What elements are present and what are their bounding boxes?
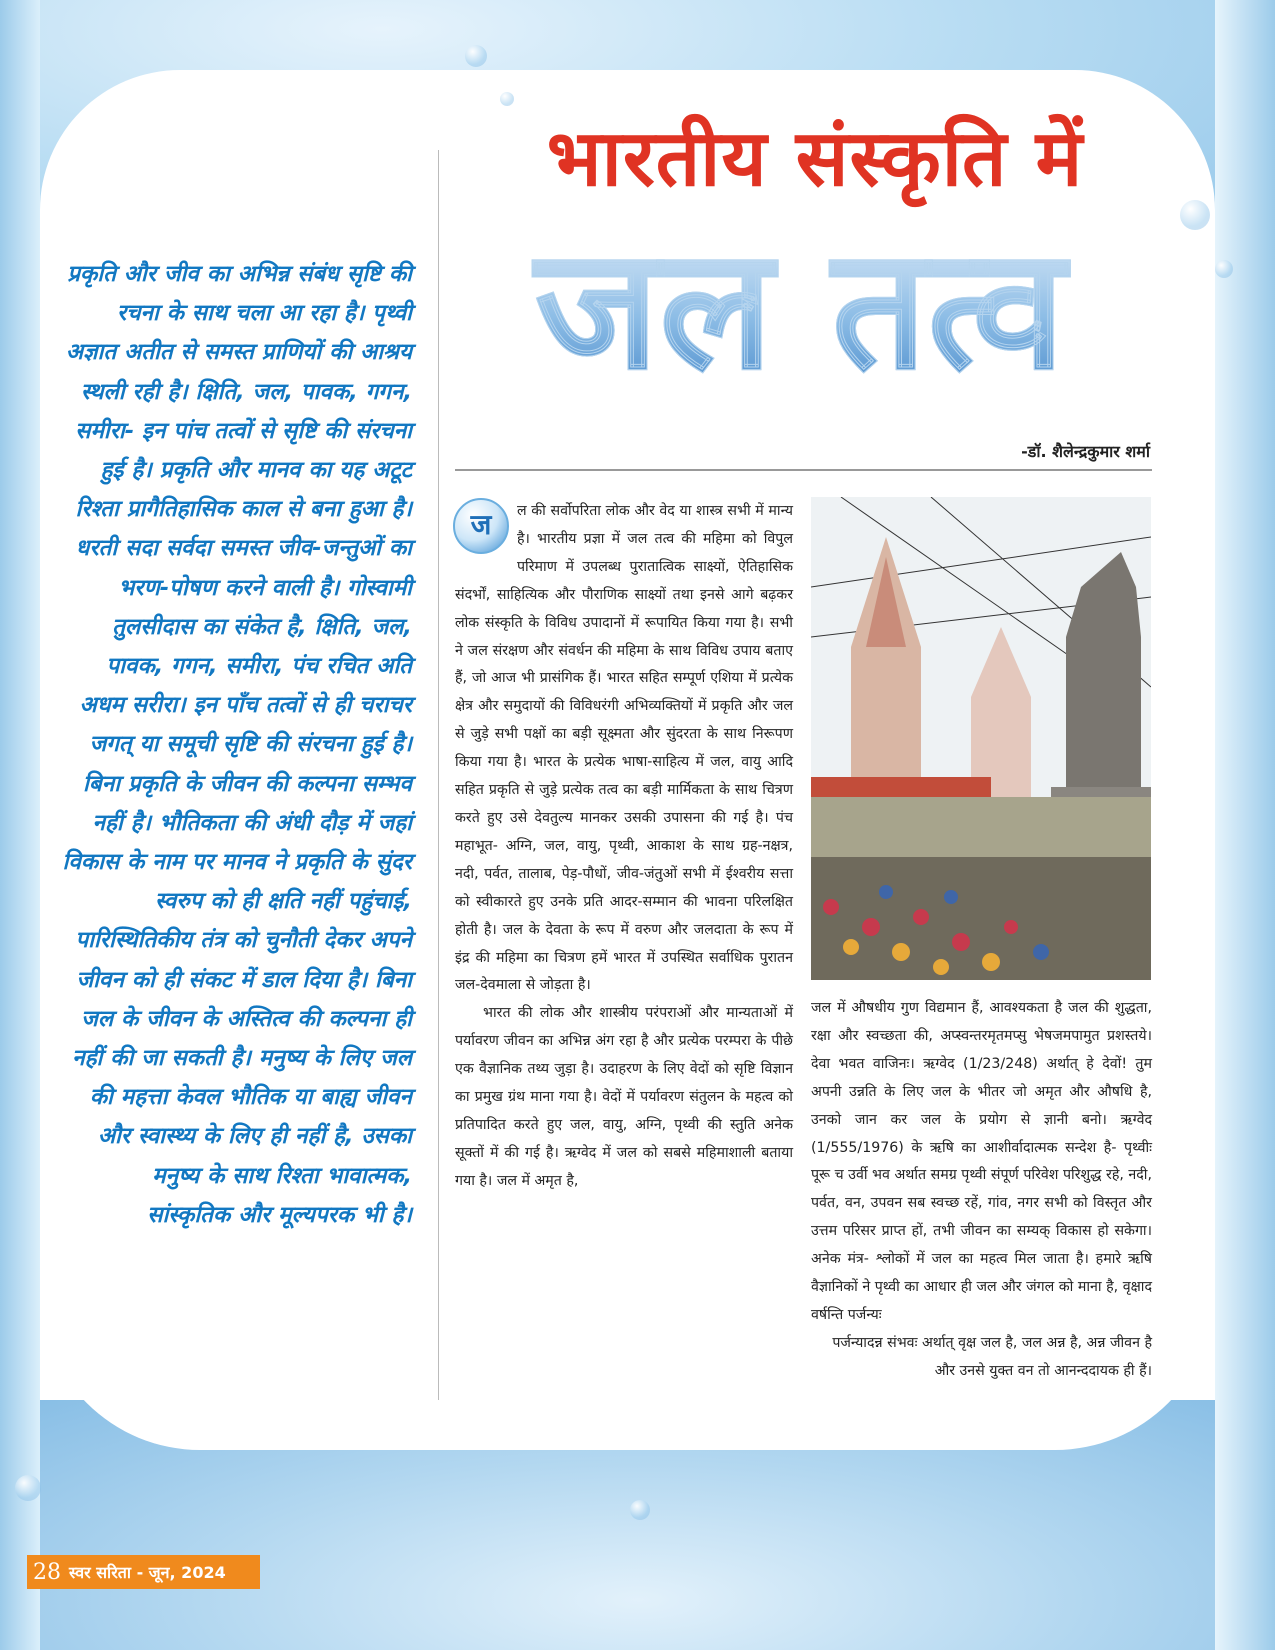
paragraph-text: ल की सर्वोपरिता लोक और वेद या शास्त्र सभी में मान्य है। भारतीय प्रज्ञा में जल तत्व की महिमा को विपुल परिमाण में उपलब्ध पुरातात्विक साक्ष्यों, ऐतिहासिक संदर्भों, साहित्यिक और पौराणिक साक्ष्यों तथा इनसे आगे बढ़कर लोक संस्कृति के विविध उपादानों में रूपायित किया गया है। सभी ने जल संरक्षण और संवर्धन की महिमा के साथ विविध उपाय बताए हैं, जो आज भी प्रासंगिक हैं। भारत सहित सम्पूर्ण एशिया में प्रत्येक क्षेत्र और समुदायों की विविधरंगी अभिव्यक्तियों में प्रकृति और जल से जुड़े सभी पक्षों का बड़ी सूक्ष्मता और सुंदरता के साथ निरूपण किया गया है। भारत के प्रत्येक भाषा-साहित्य में जल, वायु आदि सहित प्रकृति से जुड़े प्रत्येक तत्व का बड़ी मार्मिकता के साथ चित्रण करते हुए उसे देवतुल्य मानकर उसकी उपासना की गई है। पंच महाभूत- अग्नि, जल, वायु, पृथ्वी, आकाश के साथ ग्रह-नक्षत्र, नदी, पर्वत, तालाब, पेड़-पौधों, जीव-जंतुओं सभी में ईश्वरीय सत्ता को स्वीकारते हुए उनके प्रति आदर-सम्मान की भावना परिलक्षित होती है। जल के देवता के रूप में वरुण और जलदाता के रूप में इंद्र की महिमा का चित्रण हमें भारत में उपस्थित सर्वाधिक पुरातन जल-देवमाला से जोड़ता है। — [455, 503, 793, 994]
ghat-temple-photo — [811, 497, 1151, 980]
water-drop-icon — [15, 1475, 41, 1501]
drop-cap: ज — [453, 498, 509, 554]
water-drop-icon — [1180, 200, 1210, 230]
water-edge-left — [0, 0, 40, 1650]
column-divider — [438, 150, 439, 1400]
author-byline: -डॉ. शैलेन्द्रकुमार शर्मा — [1021, 442, 1150, 461]
article-column-1 — [455, 498, 793, 1196]
water-edge-right — [1215, 0, 1275, 1650]
article-paragraph: भारत की लोक और शास्त्रीय परंपराओं और मान्यताओं में पर्यावरण जीवन का अभिन्न अंग रहा है और प्रत्येक परम्परा के पीछे एक वैज्ञानिक तथ्य जुड़ा है। उदाहरण के लिए वेदों को सृष्टि विज्ञान का प्रमुख ग्रंथ माना गया है। वेदों में पर्यावरण संतुलन के महत्व को प्रतिपादित करते हुए जल, वायु, अग्नि, पृथ्वी की स्तुति अनेक सूक्तों में की गई है। ऋग्वेद में जल को सबसे महिमाशाली बताया गया है। जल में अमृत है, — [455, 1005, 793, 1189]
title-line-top: भारतीय संस्कृति में — [546, 114, 1084, 204]
article-paragraph-end: पर्जन्यादन्न संभवः अर्थात् वृक्ष जल है, जल अन्न है, अन्न जीवन है और उनसे युक्त वन तो आनन्ददायक ही हैं। — [832, 1334, 1152, 1379]
water-drop-icon — [465, 45, 487, 67]
title-main: जल तत्व — [440, 225, 1160, 393]
article-paragraph — [455, 498, 793, 1000]
water-drop-icon — [630, 1500, 650, 1520]
water-drop-icon — [1215, 260, 1233, 278]
pull-quote: प्रकृति और जीव का अभिन्न संबंध सृष्टि की रचना के साथ चला आ रहा है। पृथ्वी अज्ञात अतीत से समस्त प्राणियों की आश्रय स्थली रही है। क्षिति, जल, पावक, गगन, समीरा- इन पांच तत्वों से सृष्टि की संरचना हुई है। प्रकृति और मानव का यह अटूट रिश्ता प्रागैतिहासिक काल से बना हुआ है। धरती सदा सर्वदा समस्त जीव-जन्तुओं का भरण-पोषण करने वाली है। गोस्वामी तुलसीदास का संकेत है, क्षिति, जल, पावक, गगन, समीरा, पंच रचित अति अधम सरीरा। इन पाँच तत्वों से ही चराचर जगत् या समूची सृष्टि की संरचना हुई है। बिना प्रकृति के जीवन की कल्पना सम्भव नहीं है। भौतिकता की अंधी दौड़ में जहां विकास के नाम पर मानव ने प्रकृति के सुंदर स्वरुप को ही क्षति नहीं पहुंचाई, पारिस्थितिकीय तंत्र को चुनौती देकर अपने जीवन को ही संकट में डाल दिया है। बिना जल के जीवन के अस्तित्व की कल्पना ही नहीं की जा सकती है। मनुष्य के लिए जल की महत्ता केवल भौतिक या बाह्य जीवन और स्वास्थ्य के लिए ही नहीं है, उसका मनुष्य के साथ रिश्ता भावात्मक, सांस्कृतिक और मूल्यपरक भी है। — [62, 261, 412, 1228]
page-footer — [27, 1555, 260, 1589]
article-paragraph: जल में औषधीय गुण विद्यमान हैं, आवश्यकता है जल की शुद्धता, रक्षा और स्वच्छता की, अप्स्वन्तरमृतमप्सु भेषजमपामुत प्रशस्तये। देवा भवत वाजिनः। ऋग्वेद (1/23/248) अर्थात् हे देवों! तुम अपनी उन्नति के लिए जल के भीतर जो अमृत और औषधि है, उनको जान कर जल के प्रयोग से ज्ञानी बनो। ऋग्वेद (1/555/1976) के ऋषि का आशीर्वादात्मक सन्देश है- पृथ्वीः पूरू च उर्वी भव अर्थात समग्र पृथ्वी संपूर्ण परिवेश परिशुद्ध रहे, नदी, पर्वत, वन, उपवन सब स्वच्छ रहें, गांव, नगर सभी को विस्तृत और उत्तम परिसर प्राप्त हों, तभी जीवन का सम्यक् विकास हो सकेगा। अनेक मंत्र- श्लोकों में जल का महत्व मिल जाता है। हमारे ऋषि वैज्ञानिकों ने पृथ्वी का आधार ही जल और जंगल को माना है, वृक्षाद वर्षन्ति पर्जन्यः — [811, 1000, 1152, 1323]
page-number: 28 — [33, 1559, 61, 1585]
magazine-issue: स्वर सरिता - जून, 2024 — [69, 1563, 226, 1582]
byline-rule — [455, 469, 1152, 471]
article-column-2 — [811, 995, 1152, 1386]
